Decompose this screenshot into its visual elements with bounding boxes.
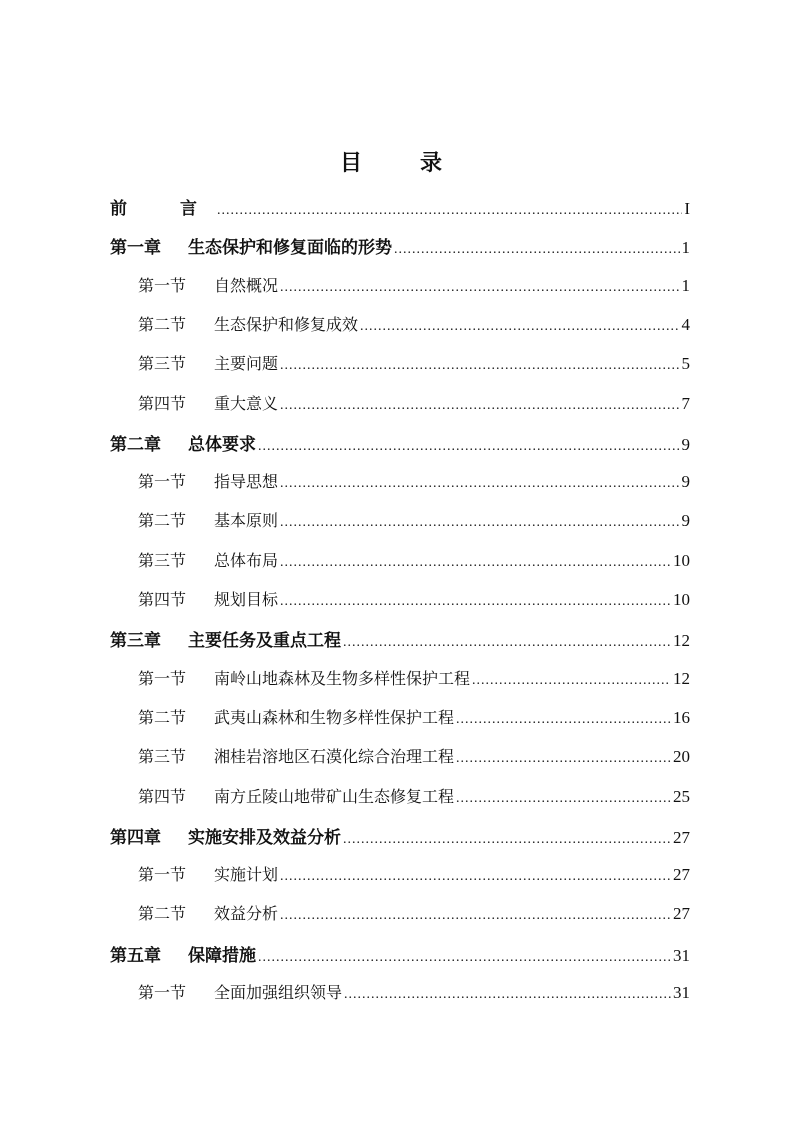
toc-page-number: 9 [681, 434, 690, 454]
toc-entry-number: 第四节 [138, 393, 187, 413]
toc-entry-text: 生态保护和修复成效 [214, 314, 359, 334]
toc-page-number: I [684, 199, 690, 218]
dot-leader [280, 555, 671, 571]
toc-entry-label [110, 430, 256, 455]
toc-entry-number: 第二节 [138, 511, 187, 531]
toc-entry-label [138, 705, 454, 728]
dot-leader [258, 950, 671, 966]
toc-entry-text: 基本原则 [214, 511, 279, 531]
dot-leader [360, 319, 679, 335]
dot-leader [280, 358, 679, 374]
toc-section-entry[interactable] [138, 312, 690, 342]
dot-leader [217, 203, 682, 219]
toc-entry-number: 第二节 [138, 707, 187, 727]
toc-section-entry[interactable] [138, 469, 690, 499]
toc-page-number: 12 [673, 631, 690, 651]
toc-entry-text: 自然概况 [214, 275, 279, 295]
toc-entry-label [110, 823, 341, 848]
toc-entry-label [138, 508, 278, 531]
dot-leader [280, 908, 671, 924]
toc-entry-text: 重大意义 [214, 393, 279, 413]
toc-page-number: 1 [681, 275, 690, 295]
toc-entry-text: 总体要求 [188, 434, 256, 455]
toc-section-entry[interactable] [138, 666, 690, 696]
toc-entry-text: 指导思想 [214, 472, 279, 492]
toc-entry-text: 武夷山森林和生物多样性保护工程 [214, 707, 455, 727]
toc-entry-label [110, 626, 341, 651]
toc-section-entry[interactable] [138, 705, 690, 735]
dot-leader [280, 869, 671, 885]
toc-entry-text: 南岭山地森林及生物多样性保护工程 [214, 668, 471, 688]
toc-entry-number: 第一节 [138, 472, 187, 492]
toc-page-number: 25 [673, 786, 690, 806]
toc-entry-number: 第三节 [138, 354, 187, 374]
toc-section-entry[interactable] [138, 587, 690, 617]
toc-entry-text: 主要问题 [214, 354, 279, 374]
toc-entry-number: 第四节 [138, 786, 187, 806]
toc-entry-number: 第三节 [138, 550, 187, 570]
toc-section-entry[interactable] [138, 391, 690, 421]
toc-entry-label [138, 744, 454, 767]
toc-entry-number: 第二章 [110, 434, 161, 455]
dot-leader [280, 280, 679, 296]
toc-section-entry[interactable] [138, 273, 690, 303]
toc-chapter-entry[interactable] [110, 626, 690, 656]
toc-section-entry[interactable] [138, 901, 690, 931]
toc-entry-text: 效益分析 [214, 904, 279, 924]
toc-page-number: 10 [673, 550, 690, 570]
toc-section-entry[interactable] [138, 351, 690, 381]
toc-entry-label [138, 391, 278, 414]
toc-entry-number: 第一章 [110, 238, 161, 259]
toc-entry-number: 第四节 [138, 590, 187, 609]
toc-entry-text: 保障措施 [188, 945, 256, 966]
toc-entry-label [138, 980, 342, 1003]
toc-entry-number: 第一节 [138, 983, 187, 1002]
toc-entry-label [138, 784, 454, 807]
toc-page-number: 9 [681, 511, 690, 531]
dot-leader [280, 476, 679, 492]
toc-page-number: 31 [673, 945, 690, 965]
toc-page-number: 9 [681, 472, 690, 492]
toc-chapter-entry[interactable] [110, 233, 690, 263]
toc-entry-label [138, 469, 278, 492]
toc-entry-number: 第二节 [138, 904, 187, 924]
toc-section-entry[interactable] [138, 862, 690, 892]
toc-entry-label [138, 901, 278, 924]
toc-page-number: 20 [673, 747, 690, 767]
toc-page-number: 7 [681, 393, 690, 413]
toc-entry-label [110, 194, 215, 219]
toc-entry-label [138, 312, 358, 335]
toc-page-number: 27 [673, 827, 690, 847]
toc-page-number: 16 [673, 707, 690, 727]
toc-entry-text: 实施计划 [214, 865, 279, 885]
dot-leader [456, 791, 671, 807]
toc-entry-text: 南方丘陵山地带矿山生态修复工程 [214, 786, 455, 806]
toc-entry-label [138, 351, 278, 374]
toc-chapter-entry[interactable] [110, 941, 690, 971]
toc-page-number: 27 [673, 904, 690, 924]
dot-leader [280, 515, 679, 531]
toc-entry-number: 第一节 [138, 275, 187, 295]
toc-entry-label [138, 548, 278, 571]
toc-entry-number: 第五章 [110, 945, 161, 966]
toc-page-number: 5 [681, 354, 690, 374]
toc-page-number: 27 [673, 865, 690, 885]
dot-leader [394, 242, 680, 258]
dot-leader [343, 635, 671, 651]
toc-entry-label [110, 233, 392, 258]
toc-entry-text: 全面加强组织领导 [214, 983, 343, 1002]
toc-entry-text: 实施安排及效益分析 [188, 827, 341, 848]
toc-entry-text: 主要任务及重点工程 [188, 631, 341, 652]
toc-section-entry[interactable] [138, 784, 690, 814]
toc-entry-text: 湘桂岩溶地区石漠化综合治理工程 [214, 747, 455, 767]
toc-entry-text: 前 言 [110, 199, 215, 219]
toc-entry-text: 总体布局 [214, 550, 279, 570]
toc-entry-number: 第三章 [110, 631, 161, 652]
dot-leader [280, 594, 671, 610]
toc-page-number: 12 [673, 668, 690, 688]
toc-section-entry[interactable] [138, 508, 690, 538]
toc-entry-number: 第一节 [138, 865, 187, 885]
toc-entry-number: 第四章 [110, 827, 161, 848]
dot-leader [456, 712, 671, 728]
toc-entry-label [138, 666, 470, 689]
toc-page-number: 31 [673, 983, 690, 1002]
toc-section-entry[interactable] [138, 744, 690, 774]
toc-entry-text: 规划目标 [214, 590, 279, 609]
dot-leader [280, 398, 679, 414]
dot-leader [344, 987, 671, 1003]
dot-leader [472, 673, 671, 689]
dot-leader [343, 832, 671, 848]
toc-entry-label [138, 587, 278, 610]
toc-chapter-entry[interactable] [110, 430, 690, 460]
dot-leader [258, 439, 680, 455]
toc-page-number: 1 [681, 238, 690, 258]
toc-chapter-entry[interactable] [110, 194, 690, 224]
toc-entry-label [138, 862, 278, 885]
toc-page-number: 4 [681, 314, 690, 334]
dot-leader [456, 751, 671, 767]
toc-entry-label [138, 273, 278, 296]
toc-section-entry[interactable] [138, 980, 690, 1010]
toc-page-number: 10 [673, 590, 690, 609]
toc-entry-text: 生态保护和修复面临的形势 [188, 238, 392, 259]
toc-chapter-entry[interactable] [110, 823, 690, 853]
toc-entry-number: 第三节 [138, 747, 187, 767]
toc-entry-number: 第一节 [138, 668, 187, 688]
toc-entry-label [110, 941, 256, 966]
toc-section-entry[interactable] [138, 548, 690, 578]
toc-title: 目 录 [339, 151, 460, 176]
toc-entry-number: 第二节 [138, 314, 187, 334]
